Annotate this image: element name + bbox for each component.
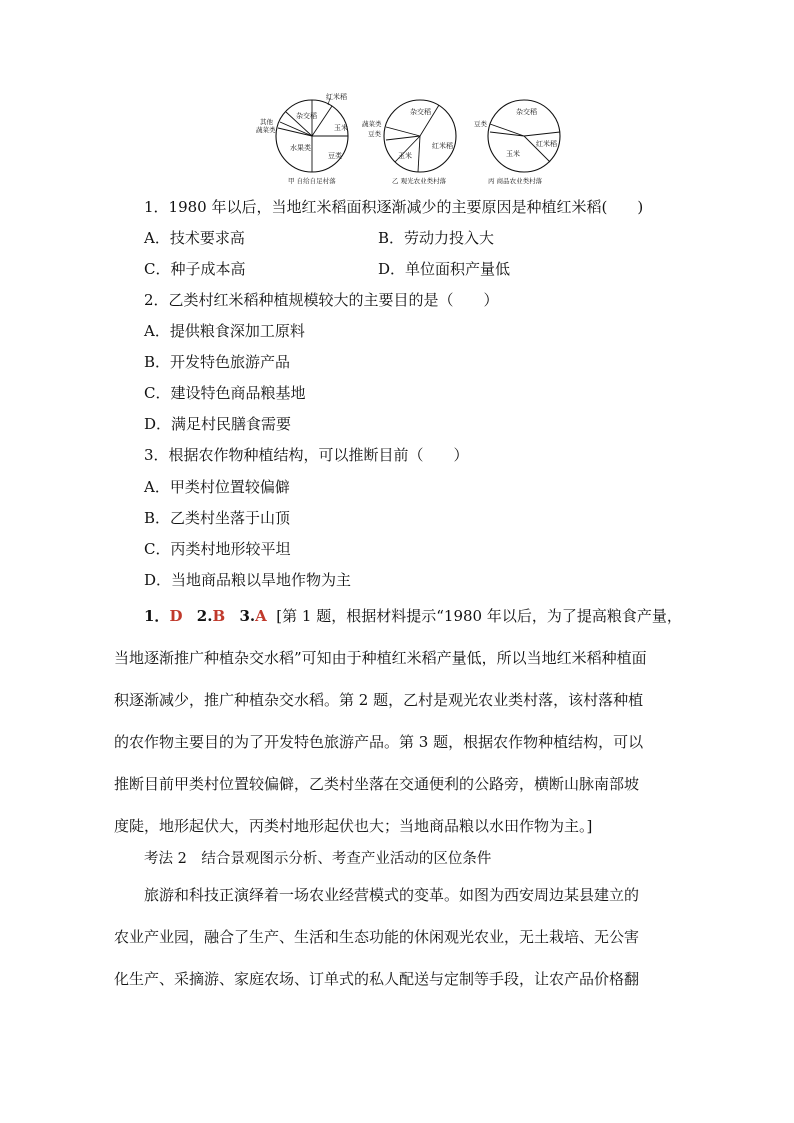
pie-jia-caption: 甲 自给自足村落 (288, 177, 336, 185)
pie-bing-label-2: 红米稻 (536, 140, 557, 148)
answer-line-3: 积逐渐减少，推广种植杂交水稻。第 2 题，乙村是观光农业类村落，该村落种植 (114, 691, 644, 709)
question-2-option-c: C．建设特色商品粮基地 (144, 384, 306, 402)
question-2-stem: 2．乙类村红米稻种植规模较大的主要目的是（ ） (144, 291, 499, 309)
question-2-option-b: B．开发特色旅游产品 (144, 353, 291, 371)
answer-choice-3: A (255, 607, 267, 625)
pie-bing (474, 100, 560, 185)
question-1-stem: 1．1980 年以后，当地红米稻面积逐渐减少的主要原因是种植红米稻( ) (144, 198, 644, 216)
section-line-2: 农业产业园，融合了生产、生活和生态功能的休闲观光农业，无土栽培、无公害 (114, 928, 640, 946)
pie-jia-label-0: 红米稻 (326, 93, 347, 101)
pie-jia-label-6: 蔬菜类 (256, 126, 276, 134)
answer-number-3: 3. (239, 607, 256, 625)
question-1-option-d: D．单位面积产量低 (378, 260, 511, 278)
pie-bing-caption: 丙 商品农业类村落 (488, 177, 543, 185)
pie-yi-label-4: 玉米 (398, 152, 412, 160)
section-heading: 考法 2 结合景观图示分析、考查产业活动的区位条件 (144, 851, 492, 867)
section-line-1: 旅游和科技正演绎着一场农业经营模式的变革。如图为西安周边某县建立的 (144, 886, 640, 904)
answer-line-2: 当地逐渐推广种植杂交水稻”可知由于种植红米稻产量低，所以当地红米稻种植面 (114, 649, 647, 667)
question-3-option-c: C．丙类村地形较平坦 (144, 540, 291, 558)
pie-charts-svg (250, 92, 570, 188)
question-3-stem: 3．根据农作物种植结构，可以推断目前（ ） (144, 446, 469, 464)
pie-bing-label-1: 豆类 (474, 120, 487, 128)
answer-line-6: 度陡，地形起伏大，丙类村地形起伏也大；当地商品粮以水田作物为主。] (114, 817, 593, 835)
answer-choice-1: D (169, 607, 183, 625)
pie-yi (362, 100, 456, 185)
pie-yi-label-2: 豆类 (368, 130, 381, 138)
question-1-option-b: B．劳动力投入大 (378, 229, 495, 247)
pie-yi-label-1: 蔬菜类 (362, 120, 382, 128)
pie-jia (256, 92, 348, 185)
answer-line-5: 推断目前甲类村位置较偏僻，乙类村坐落在交通便利的公路旁，横断山脉南部坡 (114, 775, 640, 793)
pie-yi-label-3: 红米稻 (432, 142, 453, 150)
pie-jia-label-3: 豆类 (328, 152, 342, 160)
pie-yi-caption: 乙 观光农业类村落 (392, 177, 447, 185)
pie-jia-label-4: 水果类 (290, 144, 311, 152)
question-3-option-b: B．乙类村坐落于山顶 (144, 509, 291, 527)
pie-bing-label-3: 玉米 (506, 150, 520, 158)
question-1-option-a: A．技术要求高 (144, 229, 245, 247)
answer-choice-2: B (212, 607, 226, 625)
answer-explanation-start: [第 1 题，根据材料提示“1980 年以后，为了提高粮食产量， (276, 607, 682, 625)
answer-line-4: 的农作物主要目的为了开发特色旅游产品。第 3 题，根据农作物种植结构，可以 (114, 733, 644, 751)
pie-bing-label-0: 杂交稻 (516, 108, 537, 116)
pie-jia-label-5: 其他 (260, 118, 273, 126)
section-line-3: 化生产、采摘游、家庭农场、订单式的私人配送与定制等手段，让农产品价格翻 (114, 970, 640, 988)
pie-chart-figure (250, 92, 570, 188)
question-3-option-d: D．当地商品粮以旱地作物为主 (144, 571, 352, 589)
question-1-option-c: C．种子成本高 (144, 260, 246, 278)
answer-line-1 (144, 606, 686, 626)
question-2-option-d: D．满足村民膳食需要 (144, 415, 292, 433)
answer-number-2: 2. (196, 607, 213, 625)
answer-number-1: 1． (144, 607, 170, 625)
question-3-option-a: A．甲类村位置较偏僻 (144, 478, 290, 496)
pie-yi-label-0: 杂交稻 (410, 108, 431, 116)
pie-jia-label-2: 玉米 (334, 124, 348, 132)
pie-jia-label-1: 杂交稻 (296, 112, 317, 120)
question-2-option-a: A．提供粮食深加工原料 (144, 322, 305, 340)
